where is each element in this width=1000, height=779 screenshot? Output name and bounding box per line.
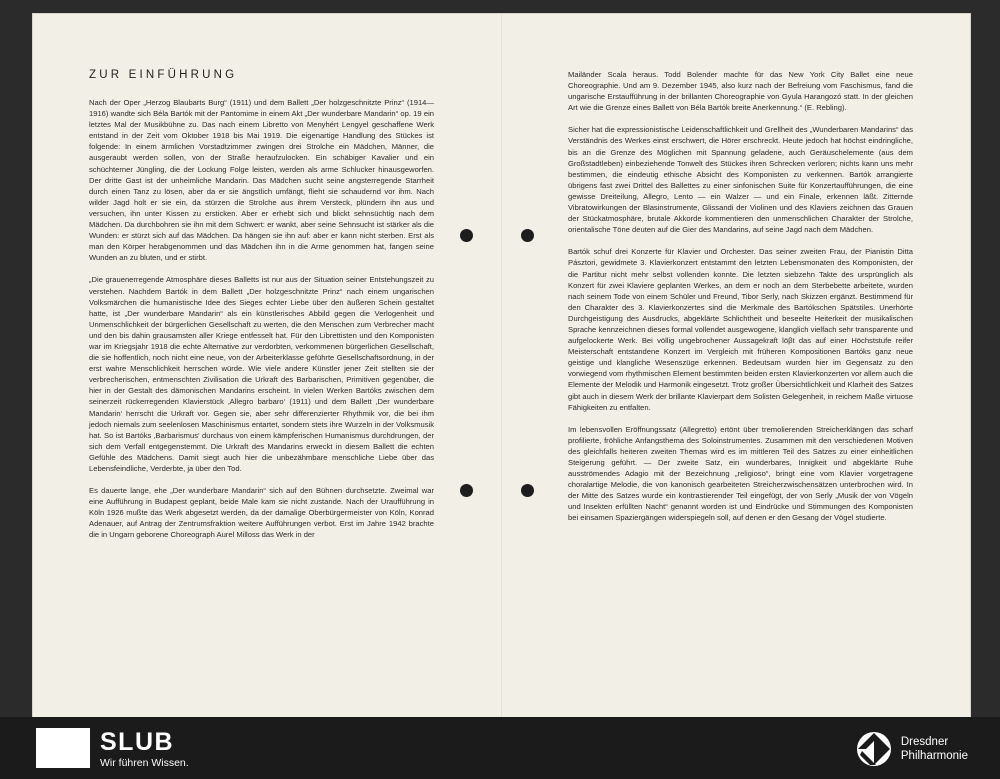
paragraph: „Die grauenerregende Atmosphäre dieses Balletts ist nur aus der Situation seiner Entstehungszeit zu verstehen. Nachdem Bartók in dem Ballett „Der holzgeschnitzte Prinz“ nach einem ungarischen Volksmärchen die humanistische Idee des Sieges echter Liebe über den äußeren Schein gestaltet hatte, ist „Der wunderbare Mandarin“ als ein künstlerisches Abbild gegen die Verlogenheit und Unmenschlichkeit der bürgerlichen Gesellschaft zu werten, die den Menschen zum Verbrecher macht und den bis dahin grausamsten aller Kriege entfesselt hat. Für den Librettisten und den Komponisten war im Kriegsjahr 1918 die echte Alternative zur verdorbten, verkommenen bürgerlichen Gesellschaft, die sie hoffentlich, noch nicht eine neue, von der Arbeiterklasse geführte Gesellschaftsordnung, in der erst wahre Menschlichkeit herrschen würde. Wie viele andere Künstler jener Zeit stellten sie der verbrecherischen, entmenschten Zivilisation die Urkraft des Barbarischen, Primitiven gegenüber, die hier in der Gestalt des dämonischen Mandarins erscheint. In vielen Werken Bartóks zwischen dem seinerzeit rückerregenden Klavierstück ‚Allegro barbaro‘ (1911) und dem Ballett ‚Der wunderbare Mandarin‘ herrscht die Urkraft vor. Gegen sie, aber sehr differenzierter Rhythmik vor, die bei ihm jedoch niemals zum seelenlosen Maschinismus entartet, sondern stets ihre Wurzeln in der Volksmusik hat. So ist Bartóks ‚Barbarismus‘ durchaus von einem kämpferischen Humanismus durchdrungen, der sich dem Verfall entgegenstemmt. Die Urkraft des Mandarins erweckt in diesem Ballett die echten Gefühle des Mädchens. Damit siegt auch hier die unbezähmbare menschliche Liebe über das Lebensfeindliche, Verderbte, ja über den Tod. xyxy=(89,275,434,473)
paragraph: Es dauerte lange, ehe „Der wunderbare Mandarin“ sich auf den Bühnen durchsetzte. Zweimal war eine Aufführung in Budapest geplant, beide Male kam sie nicht zustande. Nach der Uraufführung in Köln 1926 mußte das Werk abgesetzt werden, da der damalige Oberbürgermeister von Köln, Konrad Adenauer, auf Antrag der Zentrumsfraktion weitere Aufführungen verbot. Erst im Jahre 1942 brachte die in Ungarn geborene Choreograph Aurel Milloss das Werk in der xyxy=(89,486,434,540)
philharmonie-logo-icon xyxy=(856,731,892,767)
punch-hole xyxy=(521,229,534,242)
philharmonie-line-2: Philharmonie xyxy=(900,750,968,762)
slub-name: SLUB xyxy=(100,728,175,756)
right-text-column xyxy=(568,69,913,535)
paragraph: Nach der Oper „Herzog Blaubarts Burg“ (1911) und dem Ballett „Der holzgeschnitzte Prinz“ (1914—1916) wandte sich Béla Bartók mit der Pantomime in einem Akt „Der wunderbare Mandarin“ op. 19 ein letztes Mal der Musikbühne zu. Das nach einem Libretto von Menyhért Lengyel geschaffene Werk entstand in der Zeit vom Oktober 1918 bis Mai 1919. Die eigenartige Handlung des Stückes ist folgende: In einem ärmlichen Vorstadtzimmer zwingen drei Strolche ein Mädchen, Männer, die ausgeraubt werden sollen, von der Straße heraufzulocken. Ein schäbiger Kavalier und ein schüchterner Jüngling, die der Lockung Folge leisten, werden als arme Schlucker hinausgeworfen. Der dritte Gast ist der unheimliche Mandarin. Das Mädchen sucht seine angsterregende Starrheit durch einen Tanz zu lösen, aber da er sie ängstlich umfängt, flieht sie schaudernd vor ihm. Nach wilder Jagd holt er sie ein, da stürzen die Strolche aus ihrem Versteck, plündern ihn aus und versuchen, ihn unter Kissen zu ersticken. Aber er erhebt sich und blickt sehnsüchtig nach dem Mädchen. Da durchbohren sie ihn mit dem Schwert: er wankt, aber seine Sehnsucht ist stärker als die Wunden: er stürzt sich auf das Mädchen. Da hängen sie ihn auf: aber er kann nicht sterben. Erst als man den Körper herabgenommen und das Mädchen ihn in die Arme genommen hat, fangen seine Wunden an zu bluten, und er stirbt. xyxy=(89,98,434,263)
slub-branding xyxy=(36,728,189,770)
slub-logo-icon xyxy=(36,728,90,768)
scanned-page xyxy=(33,14,970,717)
page-title: ZUR EINFÜHRUNG xyxy=(89,69,238,81)
punch-hole xyxy=(521,484,534,497)
page-fold-line xyxy=(501,14,502,717)
paragraph: Bartók schuf drei Konzerte für Klavier und Orchester. Das seiner zweiten Frau, der Pianistin Ditta Pásztori, gewidmete 3. Klavierkonzert entstammt den letzten Lebensmonaten des Komponisten, der die Partitur nicht mehr selbst vollenden konnte. Die letzten siebzehn Takte des ursprünglich als Konzert für zwei Klaviere geplanten Werkes, an dem er noch an dem Sterbebette arbeitete, wurden nach seinem Tode von einem Schüler und Freund, Tibor Serly, nach Skizzen ergänzt. Bestimmend für den Charakter des 3. Klavierkonzertes sind die Merkmale des Bartókschen Spätstiles. Unerhörte Durchgeistigung des Ausdrucks, abgeklärte Schlichtheit und beseelte Heiterkeit der musikalischen Sprache kennzeichnen dieses formal vollendet ausgewogene, klanglich vielfach sehr transparente und aufgelockerte Werk. Bei völlig ungebrochener Aussagekraft löβt das auf einer Höchststufe reifer Meisterschaft entstandene Konzert im Vergleich mit früheren Kompositionen Bartóks ganz neue geistige und klangliche Wesenszüge erkennen. Bedeutsam wurden hier im Gegensatz zu den vorwiegend vom rhythmischen Element bestimmten beiden ersten Klavierkonzerten vor allem auch die Elemente der Melodik und Harmonik eingesetzt. Trotz großer Übersichtlichkeit und Klarheit des Satzes gibt auch in diesem Werk der brillante Klavierpart dem Solisten Gelegenheit, in reichem Maße virtuose Fähigkeiten zu entfalten. xyxy=(568,247,913,412)
paragraph: Sicher hat die expressionistische Leidenschaftlichkeit und Grellheit des „Wunderbaren Mandarins“ das Verständnis des Werkes einst erschwert, die Hörer erschreckt. Heute jedoch hat höchst eindringliche, bis an die Grenze des Möglichen mit Spannung geladene, auch Geräuschelemente (aus dem Großstadtleben) einbeziehende Tonwelt des Stückes ihren Schrecken verloren; nichts kann uns mehr bestimmen, die eindeutig ethische Absicht des Komponisten zu verkennen. Bartók arrangierte übrigens fast zwei Drittel des Ballettes zu einer sinfonischen Suite für Konzertaufführungen, die eine gewisse Dreiteilung, Allegro, Lento — ein Walzer — und ein Finale, erkennen läßt. Zitternde Vibratowirkungen der Blasinstrumente, Glissandi der Violinen und des Klaviers zeichnen das Grauen der Stückatmosphäre, brutale Akkorde kommentieren den unmenschlichen Charakter der Strolche, orientalische Töne deuten auf die Gier des Mandarins, auf seine Jagd nach dem Mädchen. xyxy=(568,125,913,235)
punch-hole xyxy=(460,229,473,242)
paragraph: Im lebensvollen Eröffnungssatz (Allegretto) ertönt über tremolierenden Streicherklängen das scharf profilierte, fröhliche Anfangsthema des Soloinstrumentes. Zusammen mit den verschiedenen Motiven des gleichfalls heiteren zweiten Themas wird es im mittleren Teil des Satzes zu einer einheitlichen Steigerung geführt. — Der zweite Satz, ein wunderbares, Innigkeit und abgeklärte Ruhe ausströmendes Adagio mit der Bezeichnung „religioso“, bringt eine vom Klavier vorgetragene choralartige Melodie, die von kanonisch gearbeiteten Streicherzwischensätzen unterbrochen wird. In der Mitte des Satzes wurde ein kontrastierender Teil eingefügt, der von Serly „Musik der von Vögeln und Insekten erfüllten Nacht“ genannt worden ist und Eindrücke und Stimmungen des Komponisten bei einsamen Spaziergängen widerspiegeln soll, auf denen er den Gesang der Vögel studierte. xyxy=(568,424,913,523)
philharmonie-line-1: Dresdner xyxy=(900,736,949,748)
punch-hole xyxy=(460,484,473,497)
paragraph: Mailänder Scala heraus. Todd Bolender machte für das New York City Ballet eine neue Choreographie. Und am 9. Dezember 1945, also kurz nach der Befreiung vom Faschismus, fand die ungarische Erstaufführung in der brillanten Choreographie von Gyula Harangozó statt. In der gleichen Art wie die Grenze eines Ballett von Béla Bartók breite Anerkennung.“ (E. Rebling). xyxy=(568,70,913,113)
left-text-column xyxy=(89,69,434,552)
slub-tagline: Wir führen Wissen. xyxy=(100,757,189,769)
dresdner-philharmonie-branding xyxy=(856,731,968,767)
